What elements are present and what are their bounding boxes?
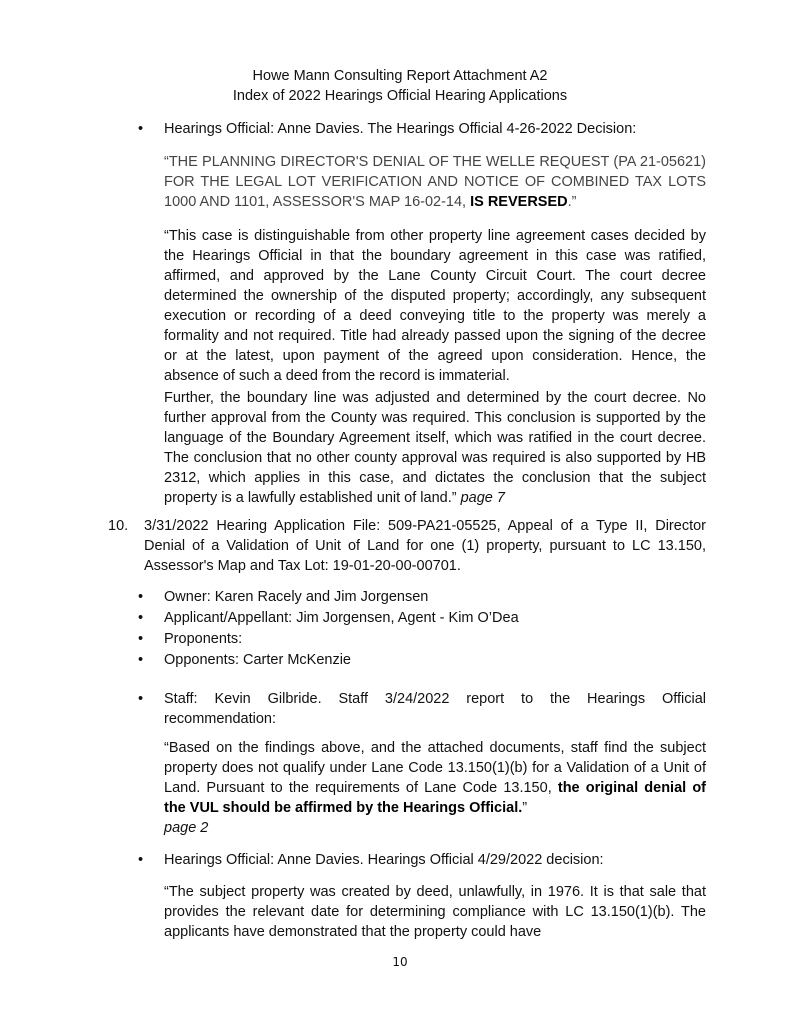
item-number: 10.: [108, 518, 129, 534]
bullet-icon: •: [138, 691, 144, 707]
bullet-icon: •: [138, 121, 144, 137]
hearings-official-bullet: Hearings Official: Anne Davies. The Hearings Official 4-26-2022 Decision:: [164, 121, 637, 137]
staff-bold-text: the original denial of the VUL should be affirmed by the Hearings Official.: [164, 780, 707, 816]
hearing-application-description: 3/31/2022 Hearing Application File: 509-PA21-05525, Appeal of a Type II, Director Denial of a Validation of Unit of Land for one (1) property, pursuant to LC 13.150, Assessor's Map and Tax Lot: 19-01-20-00-00701.: [144, 518, 706, 574]
page-number: 10: [392, 955, 408, 969]
header-subtitle: Index of 2022 Hearings Official Hearing Applications: [232, 88, 568, 104]
decision-quote: “THE PLANNING DIRECTOR'S DENIAL OF THE WELLE REQUEST (PA 21-05621) FOR THE LEGAL LOT VERIFICATION AND NOTICE OF COMBINED TAX LOTS 1000 AND 1101, ASSESSOR'S MAP 16-02-14, IS REVERSED.”: [164, 154, 706, 210]
decision-quote-conclusion: Further, the boundary line was adjusted and determined by the court decree. No further approval from the County was required. This conclusion is supported by the language of the Boundary Agreement itself, which was ratified in the court decree. The conclusion that no other county approval was required is also supported by HB 2312, which applies in this case, and dictates the conclusion that the subject property is a lawfully established unit of land.” page 7: [164, 390, 706, 506]
decision-quote-body: “This case is distinguishable from other property line agreement cases decided by the Hearings Official in that the boundary agreement in this case was ratified, affirmed, and approved by the Lane County Circuit Court. The court decree determined the ownership of the disputed property; accordingly, any subsequent execution or recording of a deed conveying title to the property was merely a formality and not required. Title had already passed upon the signing of the decree or at the latest, upon payment of the agreed upon consideration. Hence, the absence of such a deed from the record is immaterial.: [164, 228, 706, 384]
page-reference: page 7: [460, 490, 505, 506]
report-header: [0, 66, 800, 106]
header-title: Howe Mann Consulting Report Attachment A2: [252, 68, 548, 84]
ho-decision-quote: “The subject property was created by deed, unlawfully, in 1976. It is that sale that provides the relevant date for determining compliance with LC 13.150(1)(b). The applicants have demonstrated that the property could have: [164, 884, 706, 940]
reversed-text: IS REVERSED: [470, 194, 568, 210]
page-reference: page 2: [164, 820, 209, 836]
owner-text: Owner: Karen Racely and Jim Jorgensen: [164, 589, 429, 605]
bullet-icon: •: [138, 589, 144, 605]
bullet-icon: •: [138, 610, 144, 626]
proponents-text: Proponents:: [164, 631, 243, 647]
staff-bullet: Staff: Kevin Gilbride. Staff 3/24/2022 report to the Hearings Official recommendation:: [164, 691, 706, 727]
staff-quote: “Based on the findings above, and the attached documents, staff find the subject property does not qualify under Lane Code 13.150(1)(b) for a Validation of a Unit of Land. Pursuant to the requirements of Lane Code 13.150, the original denial of the VUL should be affirmed by the Hearings Official.” page 2: [164, 740, 707, 836]
ho-decision-bullet: Hearings Official: Anne Davies. Hearings Official 4/29/2022 decision:: [164, 852, 604, 868]
bullet-icon: •: [138, 852, 144, 868]
bullet-icon: •: [138, 631, 144, 647]
applicant-text: Applicant/Appellant: Jim Jorgensen, Agent - Kim O’Dea: [164, 610, 519, 626]
bullet-icon: •: [138, 652, 144, 668]
opponents-text: Opponents: Carter McKenzie: [164, 652, 351, 668]
